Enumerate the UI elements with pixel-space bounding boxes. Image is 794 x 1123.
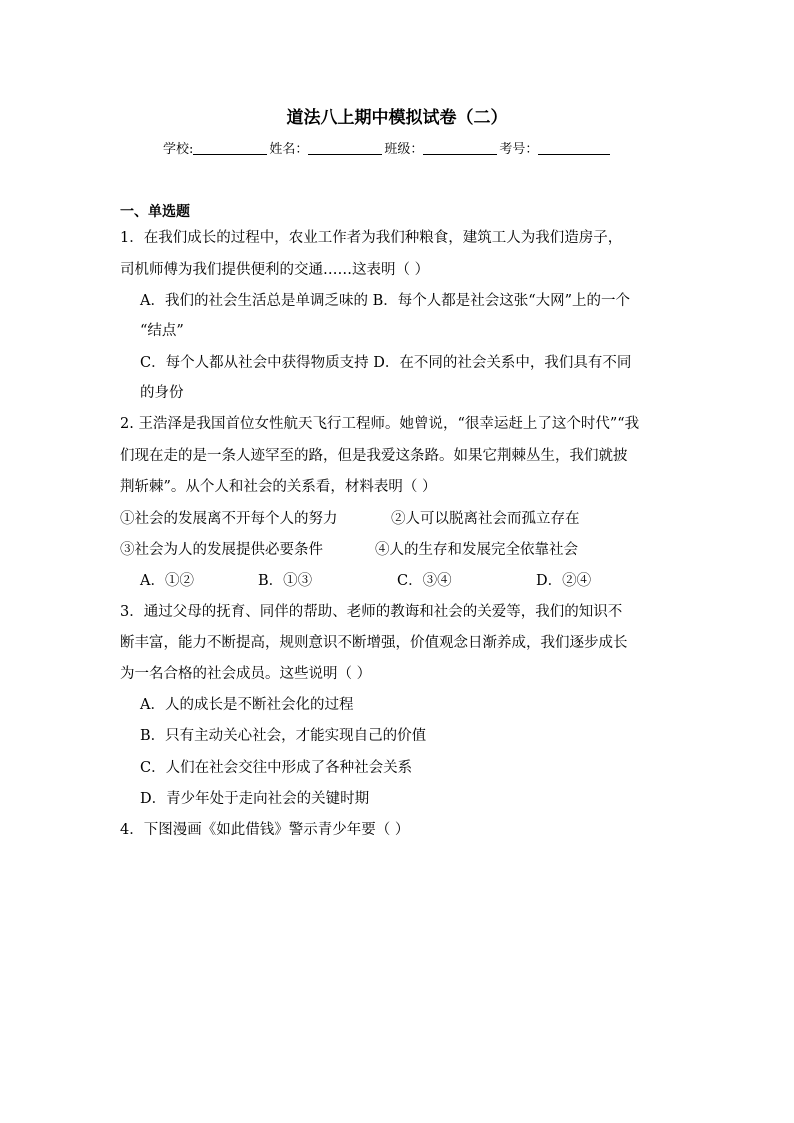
- q2-line2: 们现在走的是一条人迹罕至的路，但是我爱这条路。如果它荆棘丛生，我们就披: [120, 448, 628, 464]
- q1-line2: 司机师傅为我们提供便利的交通……这表明（ ）: [120, 262, 430, 278]
- page-title: 道法八上期中模拟试卷（二）: [286, 108, 508, 128]
- number-blank[interactable]: [538, 142, 610, 155]
- school-label: 学校:: [163, 142, 194, 157]
- q2-option-c: C．③④: [397, 573, 452, 589]
- q2-option-b: B．①③: [258, 573, 313, 589]
- q1-line1: 1．在我们成长的过程中，农业工作者为我们种粮食，建筑工人为我们造房子，: [120, 230, 623, 246]
- name-blank[interactable]: [308, 142, 382, 155]
- q3-option-c: C．人们在社会交往中形成了各种社会关系: [140, 760, 413, 776]
- q2-line1: 2. 王浩泽是我国首位女性航天飞行工程师。她曾说，“很幸运赶上了这个时代”“我: [120, 416, 640, 432]
- q1-option-d-cont: 的身份: [140, 385, 184, 401]
- q1-option-a-b: A．我们的社会生活总是单调乏味的 B．每个人都是社会这张“大网”上的一个: [140, 293, 631, 309]
- class-label: 班级：: [384, 142, 424, 157]
- q3-option-b: B．只有主动关心社会，才能实现自己的价值: [140, 728, 427, 744]
- q4-line1: 4．下图漫画《如此借钱》警示青少年要（ ）: [120, 822, 410, 838]
- section-heading: 一、单选题: [120, 204, 190, 220]
- q3-option-a: A．人的成长是不断社会化的过程: [140, 697, 354, 713]
- student-info-row: [163, 138, 612, 157]
- q3-line2: 断丰富，能力不断提高，规则意识不断增强，价值观念日渐养成，我们逐步成长: [120, 635, 628, 651]
- school-blank[interactable]: [193, 142, 267, 155]
- class-blank[interactable]: [423, 142, 497, 155]
- q3-line3: 为一名合格的社会成员。这些说明（ ）: [120, 666, 372, 682]
- q2-line3: 荆斩棘”。从个人和社会的关系看，材料表明（ ）: [120, 479, 437, 495]
- q3-line1: 3．通过父母的抚育、同伴的帮助、老师的教诲和社会的关爱等，我们的知识不: [120, 604, 623, 620]
- q2-statement-3: ③社会为人的发展提供必要条件: [120, 542, 323, 558]
- number-label: 考号：: [499, 142, 539, 157]
- name-label: 姓名：: [269, 142, 309, 157]
- q2-statement-2: ②人可以脱离社会而孤立存在: [391, 511, 580, 527]
- q1-option-c-d: C．每个人都从社会中获得物质支持 D．在不同的社会关系中，我们具有不同: [140, 355, 632, 371]
- q3-option-d: D．青少年处于走向社会的关键时期: [140, 791, 370, 807]
- q2-statement-4: ④人的生存和发展完全依靠社会: [375, 542, 578, 558]
- q1-option-b-cont: “结点”: [140, 323, 184, 339]
- q2-option-d: D．②④: [536, 573, 592, 589]
- q2-option-a: A．①②: [140, 573, 194, 589]
- q2-statement-1: ①社会的发展离不开每个人的努力: [120, 511, 338, 527]
